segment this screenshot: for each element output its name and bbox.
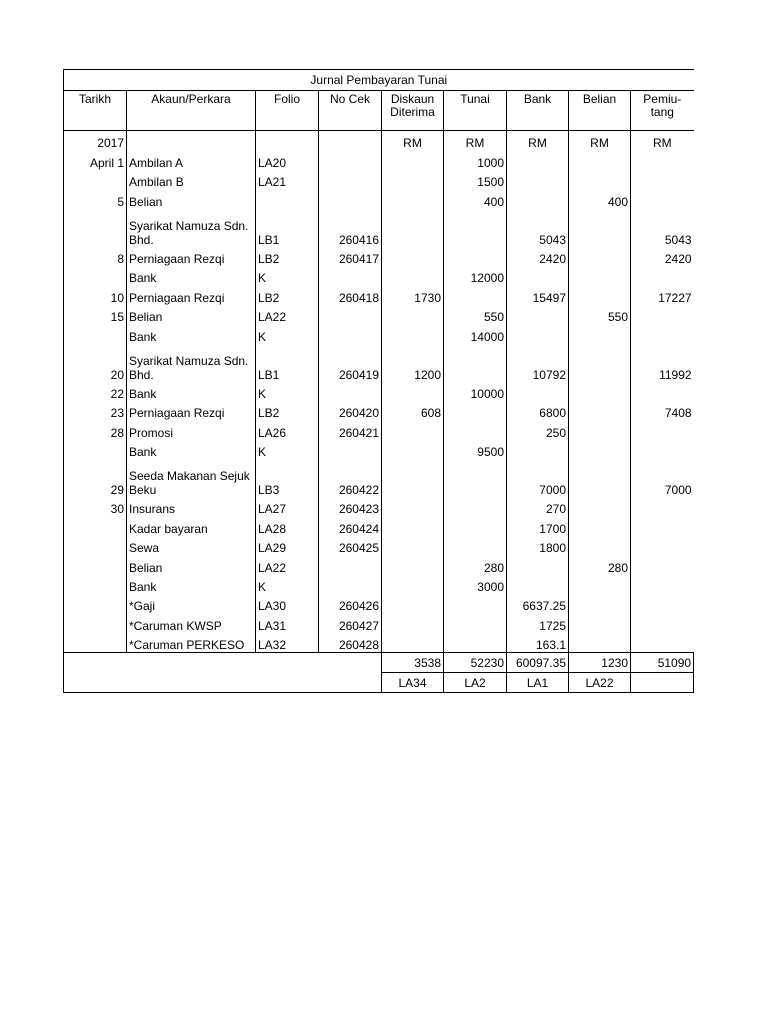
cell-diskaun <box>382 497 444 516</box>
currency-belian: RM <box>569 131 631 151</box>
cell-belian <box>569 247 631 266</box>
cell-nocek: 260428 <box>319 633 382 653</box>
header-akaun: Akaun/Perkara <box>127 91 256 131</box>
cell-akaun: Belian <box>127 189 256 208</box>
journal-row <box>64 440 694 459</box>
cell-diskaun <box>382 536 444 555</box>
cell-akaun: *Gaji <box>127 594 256 613</box>
cell-akaun: Belian <box>127 305 256 324</box>
cell-pemiutang <box>631 189 694 208</box>
cell-nocek: 260424 <box>319 516 382 535</box>
cell-tarikh <box>64 613 127 632</box>
cell-nocek: 260421 <box>319 420 382 439</box>
header-row <box>64 91 694 131</box>
cell-nocek <box>319 189 382 208</box>
cell-tarikh <box>64 536 127 555</box>
cell-akaun: Perniagaan Rezqi <box>127 285 256 304</box>
year-cell: 2017 <box>64 131 127 151</box>
cell-folio: K <box>256 324 319 343</box>
cell-tunai <box>444 613 507 632</box>
journal-title: Jurnal Pembayaran Tunai <box>64 70 694 91</box>
cell-tunai <box>444 497 507 516</box>
cell-belian <box>569 440 631 459</box>
journal-row <box>64 305 694 324</box>
cell-nocek <box>319 305 382 324</box>
journal-row <box>64 633 694 653</box>
cell-bank: 1700 <box>507 516 569 535</box>
cell-tunai <box>444 285 507 304</box>
cell-bank <box>507 305 569 324</box>
cell-belian <box>569 266 631 285</box>
cell-bank: 270 <box>507 497 569 516</box>
cell-akaun: Bank <box>127 324 256 343</box>
journal-row <box>64 344 694 382</box>
journal-row <box>64 247 694 266</box>
cell-bank <box>507 440 569 459</box>
journal-row <box>64 555 694 574</box>
cell-nocek <box>319 555 382 574</box>
cell-tarikh: 8 <box>64 247 127 266</box>
journal-row <box>64 285 694 304</box>
cell-folio: LB1 <box>256 209 319 247</box>
cell-bank: 1725 <box>507 613 569 632</box>
cell-diskaun <box>382 594 444 613</box>
cell-bank <box>507 324 569 343</box>
cell-tarikh: 10 <box>64 285 127 304</box>
cell-pemiutang <box>631 440 694 459</box>
cell-diskaun <box>382 440 444 459</box>
folio-blank <box>64 673 382 693</box>
cell-folio: LA32 <box>256 633 319 653</box>
header-nocek: No Cek <box>319 91 382 131</box>
cell-pemiutang <box>631 266 694 285</box>
cell-bank: 163.1 <box>507 633 569 653</box>
cell-akaun: Belian <box>127 555 256 574</box>
cell-pemiutang <box>631 497 694 516</box>
cell-tunai: 9500 <box>444 440 507 459</box>
cell-pemiutang <box>631 382 694 401</box>
journal-row <box>64 324 694 343</box>
cell-nocek: 260416 <box>319 209 382 247</box>
cell-bank: 6800 <box>507 401 569 420</box>
cell-bank: 10792 <box>507 344 569 382</box>
journal-row <box>64 497 694 516</box>
cell-tarikh: 5 <box>64 189 127 208</box>
cell-tarikh <box>64 575 127 594</box>
cell-tunai <box>444 209 507 247</box>
journal-row <box>64 594 694 613</box>
cell-bank: 6637.25 <box>507 594 569 613</box>
cell-folio: K <box>256 440 319 459</box>
cell-tunai <box>444 536 507 555</box>
cell-belian <box>569 613 631 632</box>
cell-akaun: Kadar bayaran <box>127 516 256 535</box>
cell-tarikh: 29 <box>64 459 127 497</box>
cell-pemiutang: 2420 <box>631 247 694 266</box>
cell-tunai: 3000 <box>444 575 507 594</box>
cell-akaun: Sewa <box>127 536 256 555</box>
cell-folio <box>256 189 319 208</box>
cell-folio: LB1 <box>256 344 319 382</box>
cell-nocek: 260423 <box>319 497 382 516</box>
header-bank: Bank <box>507 91 569 131</box>
cell-nocek: 260425 <box>319 536 382 555</box>
totals-blank <box>64 653 382 673</box>
cell-pemiutang <box>631 633 694 653</box>
cell-akaun: *Caruman PERKESO <box>127 633 256 653</box>
cell-bank <box>507 150 569 169</box>
cell-belian: 550 <box>569 305 631 324</box>
cell-tunai <box>444 633 507 653</box>
cell-tarikh <box>64 324 127 343</box>
cell-bank: 250 <box>507 420 569 439</box>
cell-bank <box>507 555 569 574</box>
cell-bank: 15497 <box>507 285 569 304</box>
currency-pemiutang: RM <box>631 131 694 151</box>
total-pemiutang: 51090 <box>631 653 694 673</box>
cell-belian <box>569 497 631 516</box>
cell-bank <box>507 382 569 401</box>
cell-folio: LA20 <box>256 150 319 169</box>
totals-row <box>64 653 694 673</box>
cell-pemiutang <box>631 150 694 169</box>
cell-bank <box>507 189 569 208</box>
cell-nocek: 260417 <box>319 247 382 266</box>
cell-nocek: 260422 <box>319 459 382 497</box>
cell-diskaun <box>382 382 444 401</box>
header-diskaun: Diskaun Diterima <box>382 91 444 131</box>
journal-row <box>64 170 694 189</box>
journal-row <box>64 209 694 247</box>
journal-row <box>64 266 694 285</box>
cell-tunai: 550 <box>444 305 507 324</box>
total-diskaun: 3538 <box>382 653 444 673</box>
cell-diskaun <box>382 305 444 324</box>
cell-folio: K <box>256 575 319 594</box>
cell-nocek <box>319 440 382 459</box>
journal-row <box>64 613 694 632</box>
cell-folio: LB2 <box>256 285 319 304</box>
cell-pemiutang <box>631 324 694 343</box>
cell-akaun: Bank <box>127 266 256 285</box>
header-belian: Belian <box>569 91 631 131</box>
cell-diskaun <box>382 266 444 285</box>
cell-tunai <box>444 516 507 535</box>
cell-folio: LA30 <box>256 594 319 613</box>
cell-akaun: Promosi <box>127 420 256 439</box>
cell-diskaun <box>382 324 444 343</box>
posting-folio-row <box>64 673 694 693</box>
cell-tarikh: 20 <box>64 344 127 382</box>
cell-nocek <box>319 575 382 594</box>
folio-belian: LA22 <box>569 673 631 693</box>
journal-row <box>64 536 694 555</box>
cell-tarikh <box>64 266 127 285</box>
year-currency-row <box>64 131 694 151</box>
cell-diskaun <box>382 555 444 574</box>
cell-pemiutang <box>631 170 694 189</box>
cell-folio: LA29 <box>256 536 319 555</box>
total-bank: 60097.35 <box>507 653 569 673</box>
cell-tunai <box>444 459 507 497</box>
cell-akaun: Perniagaan Rezqi <box>127 247 256 266</box>
cell-tunai <box>444 247 507 266</box>
cell-pemiutang <box>631 305 694 324</box>
cell-folio: LA28 <box>256 516 319 535</box>
journal-body <box>64 131 694 653</box>
cell-belian <box>569 516 631 535</box>
cell-diskaun: 1200 <box>382 344 444 382</box>
cell-belian <box>569 633 631 653</box>
cell-bank: 5043 <box>507 209 569 247</box>
cell-diskaun <box>382 247 444 266</box>
cell-folio: K <box>256 382 319 401</box>
cell-folio: LA26 <box>256 420 319 439</box>
cell-folio: LA22 <box>256 305 319 324</box>
cell-pemiutang <box>631 516 694 535</box>
cell-diskaun: 1730 <box>382 285 444 304</box>
folio-bank: LA1 <box>507 673 569 693</box>
journal-row <box>64 459 694 497</box>
cell-folio: LA31 <box>256 613 319 632</box>
cell-nocek <box>319 382 382 401</box>
cell-belian <box>569 575 631 594</box>
cell-folio: LB3 <box>256 459 319 497</box>
cell-belian <box>569 536 631 555</box>
total-belian: 1230 <box>569 653 631 673</box>
cell-nocek: 260418 <box>319 285 382 304</box>
cell-folio: LA27 <box>256 497 319 516</box>
empty-cell <box>256 131 319 151</box>
cell-tunai <box>444 344 507 382</box>
cell-akaun: Syarikat Namuza Sdn. Bhd. <box>127 344 256 382</box>
cell-tarikh: 28 <box>64 420 127 439</box>
cell-pemiutang <box>631 575 694 594</box>
cell-tarikh: 30 <box>64 497 127 516</box>
cell-nocek: 260427 <box>319 613 382 632</box>
cell-bank <box>507 266 569 285</box>
cell-belian <box>569 150 631 169</box>
cell-tunai: 12000 <box>444 266 507 285</box>
cell-pemiutang: 17227 <box>631 285 694 304</box>
cell-nocek: 260420 <box>319 401 382 420</box>
cell-tarikh <box>64 170 127 189</box>
cell-pemiutang <box>631 420 694 439</box>
cell-akaun: Perniagaan Rezqi <box>127 401 256 420</box>
journal-row <box>64 150 694 169</box>
cell-belian <box>569 324 631 343</box>
cell-akaun: Seeda Makanan Sejuk Beku <box>127 459 256 497</box>
cell-diskaun <box>382 170 444 189</box>
cell-tunai <box>444 401 507 420</box>
cell-tarikh: 22 <box>64 382 127 401</box>
cell-tarikh: 15 <box>64 305 127 324</box>
cell-belian <box>569 285 631 304</box>
currency-diskaun: RM <box>382 131 444 151</box>
header-folio: Folio <box>256 91 319 131</box>
cell-tunai <box>444 594 507 613</box>
cell-pemiutang: 11992 <box>631 344 694 382</box>
cell-akaun: Bank <box>127 382 256 401</box>
cell-tarikh <box>64 555 127 574</box>
cash-payment-journal-table <box>63 69 694 693</box>
cell-belian <box>569 459 631 497</box>
cell-pemiutang: 5043 <box>631 209 694 247</box>
cell-bank <box>507 575 569 594</box>
cell-bank <box>507 170 569 189</box>
cell-akaun: Ambilan B <box>127 170 256 189</box>
cell-belian <box>569 209 631 247</box>
cell-pemiutang: 7000 <box>631 459 694 497</box>
cell-tunai: 400 <box>444 189 507 208</box>
cell-nocek <box>319 150 382 169</box>
journal-row <box>64 420 694 439</box>
header-tunai: Tunai <box>444 91 507 131</box>
cell-diskaun <box>382 189 444 208</box>
cell-pemiutang <box>631 613 694 632</box>
cell-nocek <box>319 266 382 285</box>
cell-tarikh: April 1 <box>64 150 127 169</box>
cell-belian <box>569 170 631 189</box>
cell-diskaun <box>382 150 444 169</box>
cell-folio: LA21 <box>256 170 319 189</box>
cell-pemiutang <box>631 555 694 574</box>
cell-tunai: 280 <box>444 555 507 574</box>
cell-pemiutang <box>631 536 694 555</box>
currency-tunai: RM <box>444 131 507 151</box>
cell-tunai <box>444 420 507 439</box>
cell-belian <box>569 401 631 420</box>
cell-tarikh <box>64 594 127 613</box>
cell-nocek <box>319 170 382 189</box>
cell-folio: K <box>256 266 319 285</box>
cell-belian: 400 <box>569 189 631 208</box>
cell-belian <box>569 344 631 382</box>
cell-diskaun <box>382 420 444 439</box>
cell-nocek <box>319 324 382 343</box>
cell-tarikh <box>64 440 127 459</box>
cell-akaun: Bank <box>127 440 256 459</box>
cell-diskaun <box>382 459 444 497</box>
folio-diskaun: LA34 <box>382 673 444 693</box>
cell-diskaun <box>382 613 444 632</box>
cell-bank: 2420 <box>507 247 569 266</box>
cell-folio: LB2 <box>256 247 319 266</box>
cell-diskaun <box>382 209 444 247</box>
cell-akaun: Syarikat Namuza Sdn. Bhd. <box>127 209 256 247</box>
cell-nocek: 260426 <box>319 594 382 613</box>
cell-nocek: 260419 <box>319 344 382 382</box>
cell-pemiutang: 7408 <box>631 401 694 420</box>
cell-belian <box>569 420 631 439</box>
cell-tunai: 14000 <box>444 324 507 343</box>
cell-diskaun <box>382 516 444 535</box>
cell-belian <box>569 382 631 401</box>
cell-tarikh <box>64 516 127 535</box>
cell-bank: 1800 <box>507 536 569 555</box>
journal-row <box>64 189 694 208</box>
cell-akaun: Insurans <box>127 497 256 516</box>
cell-folio: LA22 <box>256 555 319 574</box>
cell-tarikh: 23 <box>64 401 127 420</box>
cell-pemiutang <box>631 594 694 613</box>
cell-tarikh <box>64 209 127 247</box>
journal-row <box>64 401 694 420</box>
cell-diskaun <box>382 575 444 594</box>
empty-cell <box>127 131 256 151</box>
cell-bank: 7000 <box>507 459 569 497</box>
journal-row <box>64 516 694 535</box>
cell-tunai: 1500 <box>444 170 507 189</box>
cell-akaun: *Caruman KWSP <box>127 613 256 632</box>
cell-tunai: 1000 <box>444 150 507 169</box>
cell-belian: 280 <box>569 555 631 574</box>
cell-diskaun <box>382 633 444 653</box>
folio-tunai: LA2 <box>444 673 507 693</box>
cell-akaun: Bank <box>127 575 256 594</box>
cell-akaun: Ambilan A <box>127 150 256 169</box>
journal-row <box>64 382 694 401</box>
cell-folio: LB2 <box>256 401 319 420</box>
currency-bank: RM <box>507 131 569 151</box>
header-pemiutang: Pemiu- tang <box>631 91 694 131</box>
folio-pemiutang <box>631 673 694 693</box>
journal-row <box>64 575 694 594</box>
cell-belian <box>569 594 631 613</box>
header-tarikh: Tarikh <box>64 91 127 131</box>
total-tunai: 52230 <box>444 653 507 673</box>
empty-cell <box>319 131 382 151</box>
cell-diskaun: 608 <box>382 401 444 420</box>
cell-tunai: 10000 <box>444 382 507 401</box>
cell-tarikh <box>64 633 127 653</box>
